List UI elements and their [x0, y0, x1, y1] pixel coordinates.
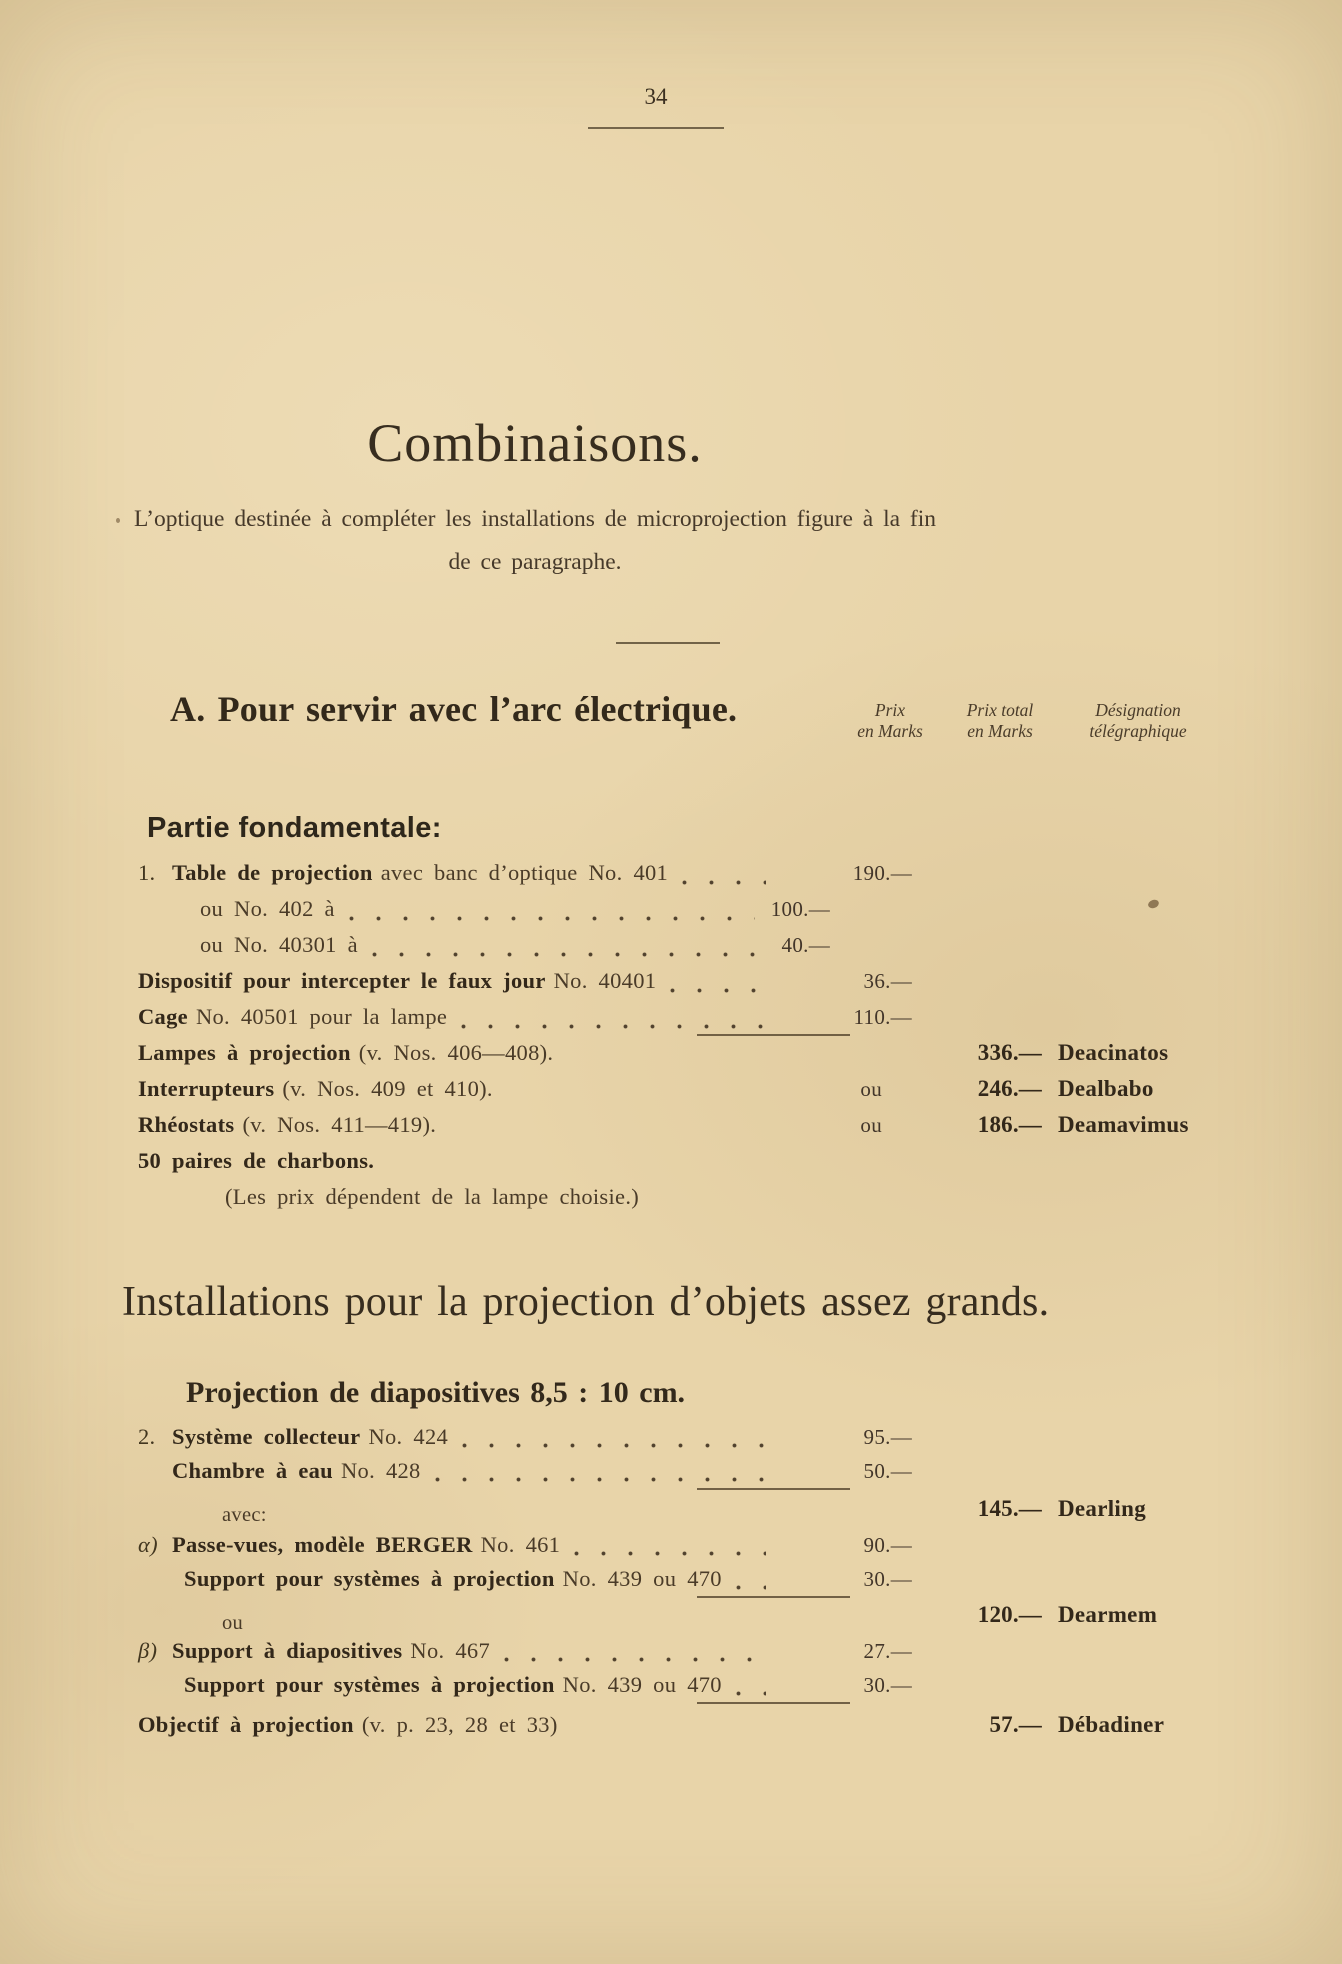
product-detail: No. 439 ou 470 [562, 1672, 722, 1697]
product-name: Table de projection [172, 860, 373, 885]
dot-leader [736, 1691, 766, 1696]
price-marks: 27.— [863, 1639, 912, 1663]
product-detail: (v. p. 23, 28 et 33) [361, 1712, 558, 1737]
row-label [172, 1530, 560, 1560]
row-label [172, 1636, 490, 1666]
page-title: Combinaisons. [367, 413, 703, 473]
dot-leader [462, 1443, 766, 1448]
dot-leader [388, 1168, 766, 1173]
price-total-marks: 57.— [989, 1712, 1042, 1737]
product-name: Rhéostats [138, 1112, 235, 1137]
table-row [138, 1530, 1210, 1564]
column-header-line: télégraphique [1089, 721, 1187, 741]
row-label [172, 1456, 421, 1486]
intro-paragraph-line1: L’optique destinée à compléter les installations de microprojection figure à la fin [133, 506, 937, 532]
section-a-subheading: Partie fondamentale: [147, 812, 442, 844]
dot-leader [450, 1132, 766, 1137]
section-b-heading: Installations pour la projection d’objets assez grands. [122, 1279, 1050, 1325]
dot-leader [461, 1024, 766, 1029]
product-name: Support pour systèmes à projection [184, 1566, 555, 1591]
price-total-marks: 336.— [977, 1040, 1042, 1065]
page-number-rule [588, 127, 724, 129]
dot-leader [567, 1060, 766, 1065]
row-label [138, 1002, 447, 1032]
product-detail: No. 461 [480, 1532, 561, 1557]
product-detail: No. 439 ou 470 [562, 1566, 722, 1591]
price-marks: 190.— [852, 861, 912, 885]
price-marks: 100.— [770, 897, 830, 921]
row-label [138, 1146, 374, 1176]
alternative-marker: ou [860, 1113, 882, 1137]
table-row [138, 1074, 1210, 1110]
dot-leader [574, 1551, 766, 1556]
table-row [138, 966, 1210, 1002]
side-label: ou [222, 1612, 244, 1634]
row-label [138, 1710, 558, 1740]
column-header-designation [1062, 700, 1214, 742]
price-marks: 36.— [863, 969, 912, 993]
price-total-marks: 145.— [977, 1496, 1042, 1521]
product-name: Support à diapositives [172, 1638, 403, 1663]
column-header-line: en Marks [857, 721, 923, 741]
price-marks: 30.— [782, 1564, 912, 1594]
product-detail: ou No. 40301 à [200, 932, 358, 957]
table-row [138, 1422, 1210, 1456]
section-b-subheading: Projection de diapositives 8,5 : 10 cm. [186, 1376, 686, 1409]
dot-leader [152, 1622, 766, 1627]
price-marks: 30.— [782, 1670, 912, 1700]
table-row [138, 930, 1210, 966]
product-detail: (v. Nos. 409 et 410). [282, 1076, 493, 1101]
product-detail: avec banc d’optique No. 401 [380, 860, 669, 885]
price-column-headers [842, 700, 1214, 742]
product-detail: (Les prix dépendent de la lampe choisie.) [225, 1184, 640, 1209]
product-name: Passe-vues, modèle BERGER [172, 1532, 473, 1557]
product-name: Système collecteur [172, 1424, 361, 1449]
price-marks: 95.— [863, 1425, 912, 1449]
telegraphic-designation: Deamavimus [1058, 1112, 1189, 1137]
dot-leader [507, 1096, 766, 1101]
table-row [138, 1490, 1210, 1530]
dot-leader [670, 988, 766, 993]
price-total-marks: 246.— [977, 1076, 1042, 1101]
section-a-price-table [138, 858, 1210, 1218]
row-label [138, 966, 656, 996]
telegraphic-designation: Débadiner [1058, 1712, 1165, 1737]
alternative-marker: ou [860, 1077, 882, 1101]
row-label [138, 1110, 436, 1140]
table-row [138, 1146, 1210, 1182]
ink-speck [116, 518, 120, 523]
row-number: 1. [138, 860, 156, 885]
dot-leader [653, 1204, 766, 1209]
row-label [172, 1422, 448, 1452]
product-name: Interrupteurs [138, 1076, 275, 1101]
table-row [138, 1564, 1210, 1598]
product-detail: No. 428 [341, 1458, 421, 1483]
product-detail: No. 424 [368, 1424, 449, 1449]
product-name: 50 paires de charbons. [138, 1148, 375, 1173]
column-header-prix-total [938, 700, 1062, 742]
table-row [138, 1038, 1210, 1074]
telegraphic-designation: Deacinatos [1058, 1040, 1169, 1065]
table-row [138, 858, 1210, 894]
table-row [138, 1456, 1210, 1490]
dot-leader [372, 952, 766, 957]
dot-leader [736, 1585, 766, 1590]
product-detail: No. 40501 pour la lampe [195, 1004, 448, 1029]
price-marks: 50.— [782, 1456, 912, 1486]
dot-leader [682, 880, 766, 885]
product-name: Chambre à eau [172, 1458, 333, 1483]
price-marks: 90.— [863, 1533, 912, 1557]
row-label [200, 894, 335, 924]
product-name: Dispositif pour intercepter le faux jour [138, 968, 546, 993]
product-name: Support pour systèmes à projection [184, 1672, 555, 1697]
row-number: β) [138, 1638, 158, 1663]
section-divider [616, 642, 720, 644]
section-a-heading: A. Pour servir avec l’arc électrique. [170, 689, 738, 729]
table-row [138, 1110, 1210, 1146]
product-detail: (v. Nos. 411—419). [242, 1112, 437, 1137]
product-name: Lampes à projection [138, 1040, 351, 1065]
table-row [138, 1670, 1210, 1704]
product-detail: No. 467 [410, 1638, 491, 1663]
product-detail: (v. Nos. 406—408). [358, 1040, 554, 1065]
product-name: Objectif à projection [138, 1712, 354, 1737]
table-row [138, 1182, 1210, 1218]
row-label [138, 1038, 553, 1068]
column-header-line: Désignation [1095, 700, 1181, 720]
row-number: α) [138, 1532, 158, 1557]
column-header-line: Prix total [966, 700, 1034, 720]
telegraphic-designation: Dealbabo [1058, 1076, 1154, 1101]
price-total-marks: 186.— [977, 1112, 1042, 1137]
table-row [138, 1002, 1210, 1038]
table-row [138, 1704, 1210, 1748]
table-row [138, 1598, 1210, 1636]
telegraphic-designation: Dearling [1058, 1496, 1146, 1521]
intro-paragraph-line2: de ce paragraphe. [448, 549, 622, 575]
side-label: avec: [222, 1504, 267, 1526]
telegraphic-designation: Dearmem [1058, 1602, 1158, 1627]
product-name: Cage [138, 1004, 188, 1029]
table-row [138, 894, 1210, 930]
price-total-marks: 120.— [977, 1602, 1042, 1627]
row-label [172, 858, 668, 888]
column-header-prix [842, 700, 938, 742]
price-marks: 110.— [782, 1002, 912, 1032]
row-label [184, 1564, 722, 1594]
dot-leader [349, 916, 755, 921]
dot-leader [152, 1516, 766, 1521]
section-b-price-table [138, 1422, 1210, 1748]
row-number: 2. [138, 1424, 156, 1449]
product-detail: ou No. 402 à [200, 896, 335, 921]
column-header-line: en Marks [967, 721, 1033, 741]
row-label [138, 1074, 493, 1104]
dot-leader [435, 1477, 766, 1482]
page-number: 34 [644, 84, 668, 109]
product-detail: No. 40401 [553, 968, 657, 993]
table-row [138, 1636, 1210, 1670]
row-label [184, 1670, 722, 1700]
dot-leader [504, 1657, 766, 1662]
price-marks: 40.— [781, 933, 830, 957]
dot-leader [572, 1733, 766, 1738]
column-header-line: Prix [874, 700, 906, 720]
row-label [225, 1182, 639, 1212]
row-label [200, 930, 358, 960]
